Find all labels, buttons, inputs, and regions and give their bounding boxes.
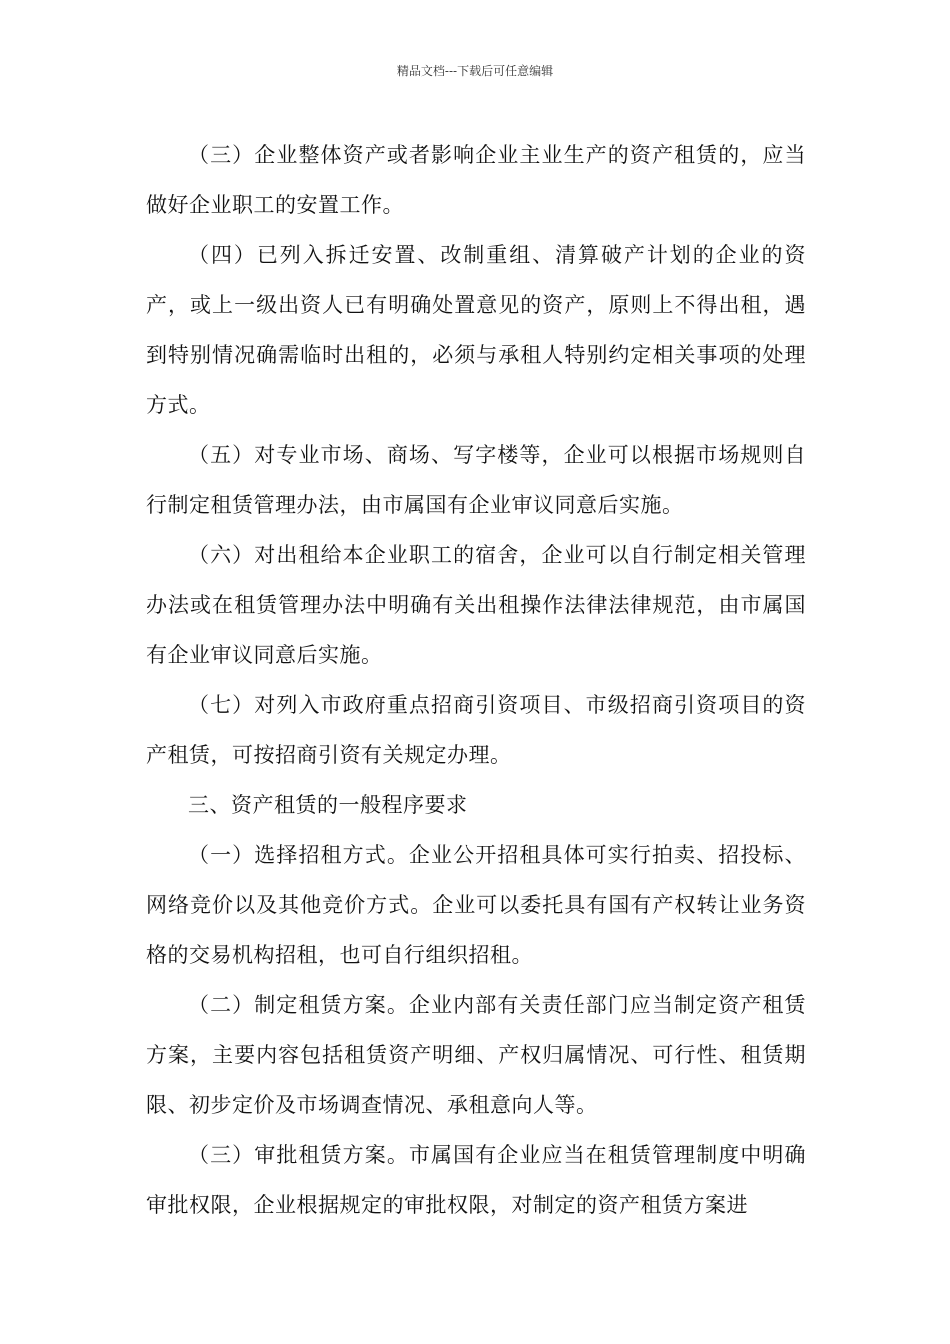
paragraph-item-3-housing: （三）企业整体资产或者影响企业主业生产的资产租赁的，应当做好企业职工的安置工作。 bbox=[146, 143, 806, 217]
paragraph-step-1-method: （一）选择招租方式。企业公开招租具体可实行拍卖、招投标、网络竞价以及其他竞价方式。企业可以委托具有国有产权转让业务资格的交易机构招租，也可自行组织招租。 bbox=[146, 843, 806, 967]
paragraph-step-2-plan: （二）制定租赁方案。企业内部有关责任部门应当制定资产租赁方案，主要内容包括租赁资产明细、产权归属情况、可行性、租赁期限、初步定价及市场调查情况、承租意向人等。 bbox=[146, 993, 806, 1117]
section-heading-procedures: 三、资产租赁的一般程序要求 bbox=[188, 793, 468, 817]
document-body bbox=[146, 130, 806, 1230]
paragraph-step-3-approval: （三）审批租赁方案。市属国有企业应当在租赁管理制度中明确审批权限，企业根据规定的审批权限，对制定的资产租赁方案进 bbox=[146, 1143, 806, 1217]
paragraph-item-4-relocation: （四）已列入拆迁安置、改制重组、清算破产计划的企业的资产，或上一级出资人已有明确处置意见的资产，原则上不得出租，遇到特别情况确需临时出租的，必须与承租人特别约定相关事项的处理方式。 bbox=[146, 243, 806, 417]
page-header: 精品文档---下载后可任意编辑 bbox=[396, 64, 554, 78]
paragraph-item-5-markets: （五）对专业市场、商场、写字楼等，企业可以根据市场规则自行制定租赁管理办法，由市属国有企业审议同意后实施。 bbox=[146, 443, 806, 517]
paragraph-item-6-dormitory: （六）对出租给本企业职工的宿舍，企业可以自行制定相关管理办法或在租赁管理办法中明确有关出租操作法律法律规范，由市属国有企业审议同意后实施。 bbox=[146, 543, 806, 667]
paragraph-item-7-investment: （七）对列入市政府重点招商引资项目、市级招商引资项目的资产租赁，可按招商引资有关规定办理。 bbox=[146, 693, 806, 767]
